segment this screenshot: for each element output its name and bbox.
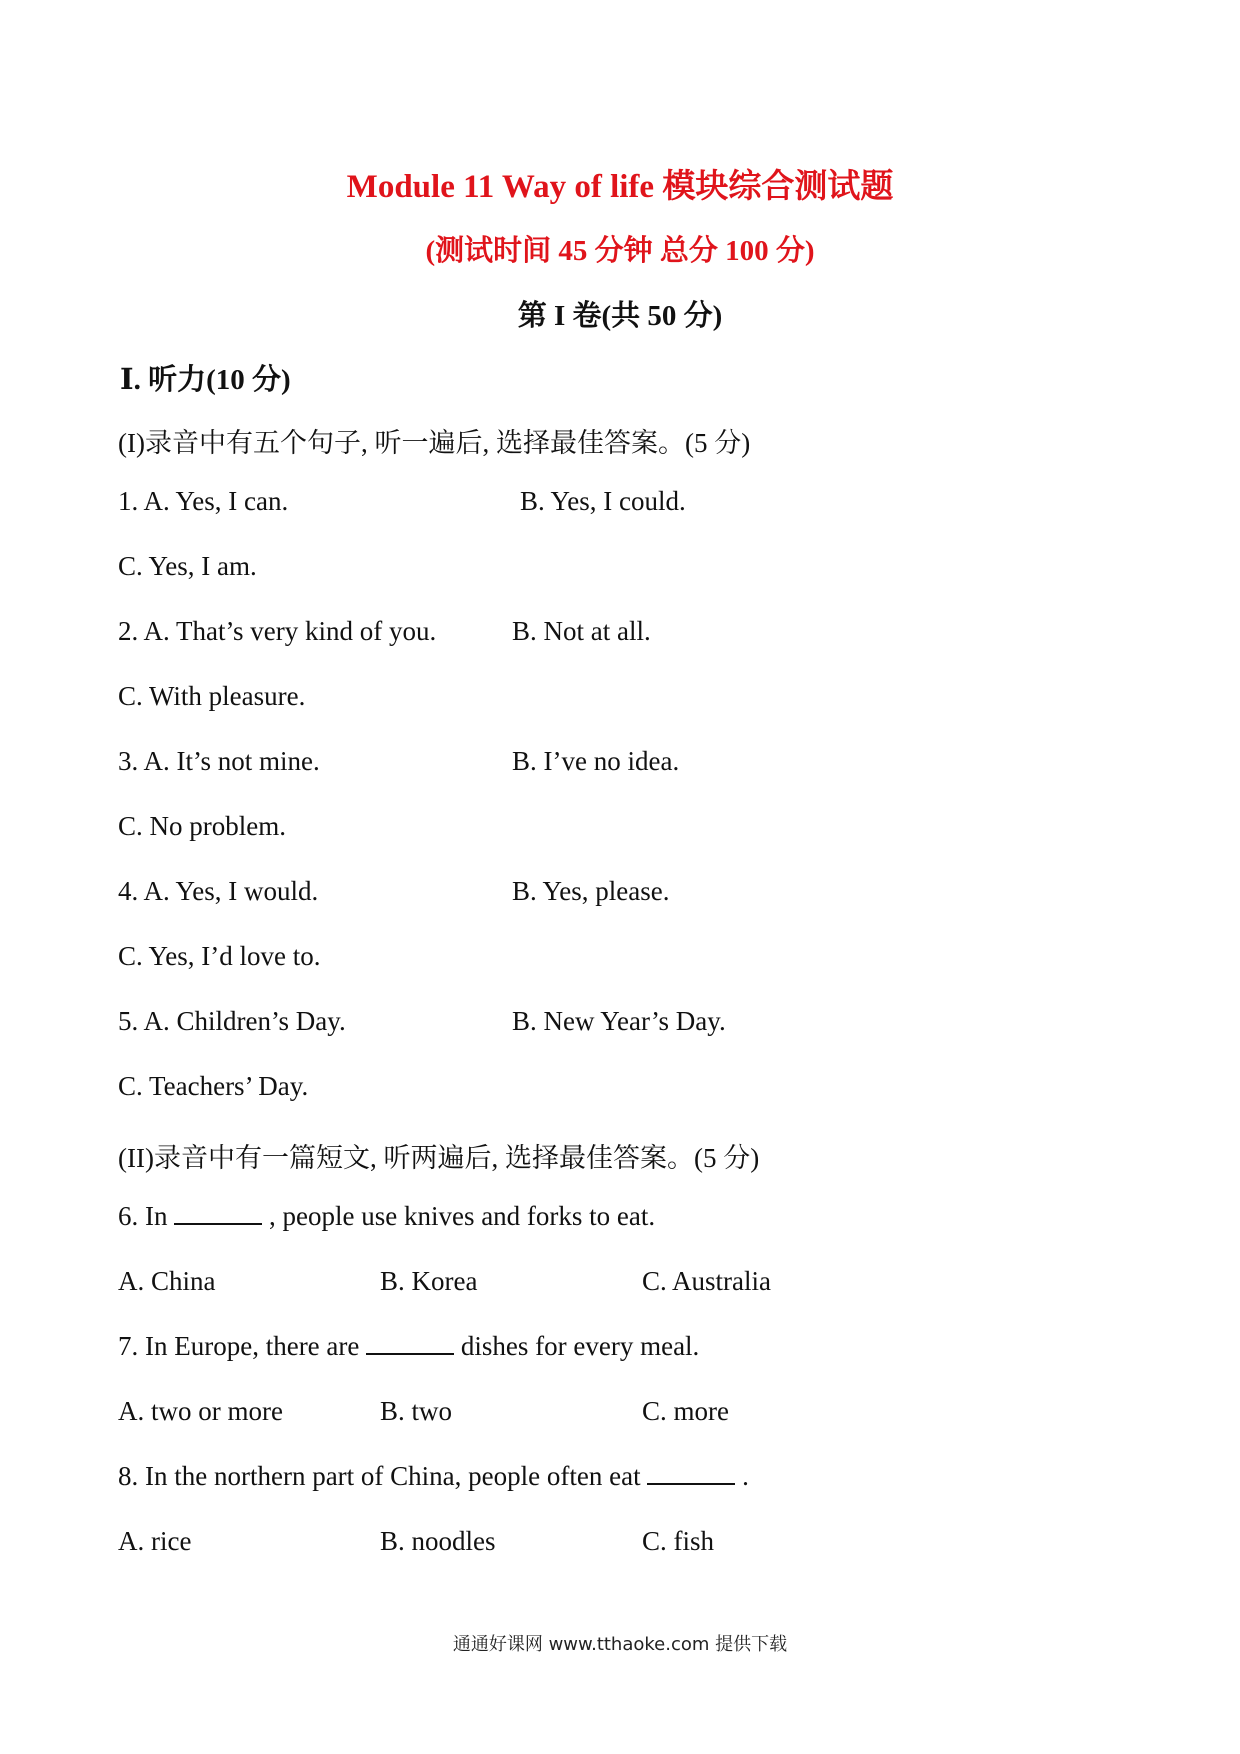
q3-option-a: 3. A. It’s not mine. — [118, 746, 320, 776]
q4-option-c: C. Yes, I’d love to. — [118, 941, 321, 971]
q7-stem-pre: 7. In Europe, there are — [118, 1331, 360, 1361]
q7-option-c: C. more — [642, 1396, 729, 1426]
q8-answer-blank — [647, 1461, 735, 1485]
q7-stem — [118, 1331, 699, 1362]
page-footer: 通通好课网 www.tthaoke.com 提供下载 — [452, 1634, 788, 1655]
q1-option-a: 1. A. Yes, I can. — [118, 486, 289, 516]
page-title: Module 11 Way of life 模块综合测试题 — [346, 169, 894, 205]
q6-stem-pre: 6. In — [118, 1201, 168, 1231]
q6-answer-blank — [174, 1201, 262, 1225]
test-info: (测试时间 45 分钟 总分 100 分) — [425, 235, 815, 267]
q7-option-a: A. two or more — [118, 1396, 283, 1426]
q6-stem-post: , people use knives and forks to eat. — [269, 1201, 656, 1231]
q4-option-b: B. Yes, please. — [512, 876, 670, 906]
q3-option-c: C. No problem. — [118, 811, 286, 841]
q8-option-c: C. fish — [642, 1526, 715, 1556]
q1-option-b: B. Yes, I could. — [520, 486, 686, 516]
q8-stem — [118, 1461, 749, 1492]
q6-option-a: A. China — [118, 1266, 216, 1296]
q5-option-b: B. New Year’s Day. — [512, 1006, 726, 1036]
q8-stem-post: . — [742, 1461, 749, 1491]
part2-instruction: (II)录音中有一篇短文, 听两遍后, 选择最佳答案。(5 分) — [118, 1143, 760, 1173]
part1-instruction: (I)录音中有五个句子, 听一遍后, 选择最佳答案。(5 分) — [118, 428, 751, 458]
q7-stem-post: dishes for every meal. — [460, 1331, 700, 1361]
q6-stem — [118, 1201, 655, 1232]
q6-option-c: C. Australia — [642, 1266, 771, 1296]
part-heading: 第 I 卷(共 50 分) — [517, 300, 723, 332]
q1-option-c: C. Yes, I am. — [118, 551, 257, 581]
q2-option-c: C. With pleasure. — [118, 681, 306, 711]
q3-option-b: B. I’ve no idea. — [512, 746, 680, 776]
q2-option-b: B. Not at all. — [512, 616, 651, 646]
q7-answer-blank — [366, 1331, 454, 1355]
q8-stem-pre: 8. In the northern part of China, people often eat — [118, 1461, 641, 1491]
section-heading: Ⅰ. 听力(10 分) — [120, 364, 291, 396]
q4-option-a: 4. A. Yes, I would. — [118, 876, 319, 906]
q7-option-b: B. two — [380, 1396, 453, 1426]
q5-option-c: C. Teachers’ Day. — [118, 1071, 309, 1101]
q2-option-a: 2. A. That’s very kind of you. — [118, 616, 437, 646]
q6-option-b: B. Korea — [380, 1266, 478, 1296]
q5-option-a: 5. A. Children’s Day. — [118, 1006, 346, 1036]
q8-option-b: B. noodles — [380, 1526, 496, 1556]
q8-option-a: A. rice — [118, 1526, 192, 1556]
